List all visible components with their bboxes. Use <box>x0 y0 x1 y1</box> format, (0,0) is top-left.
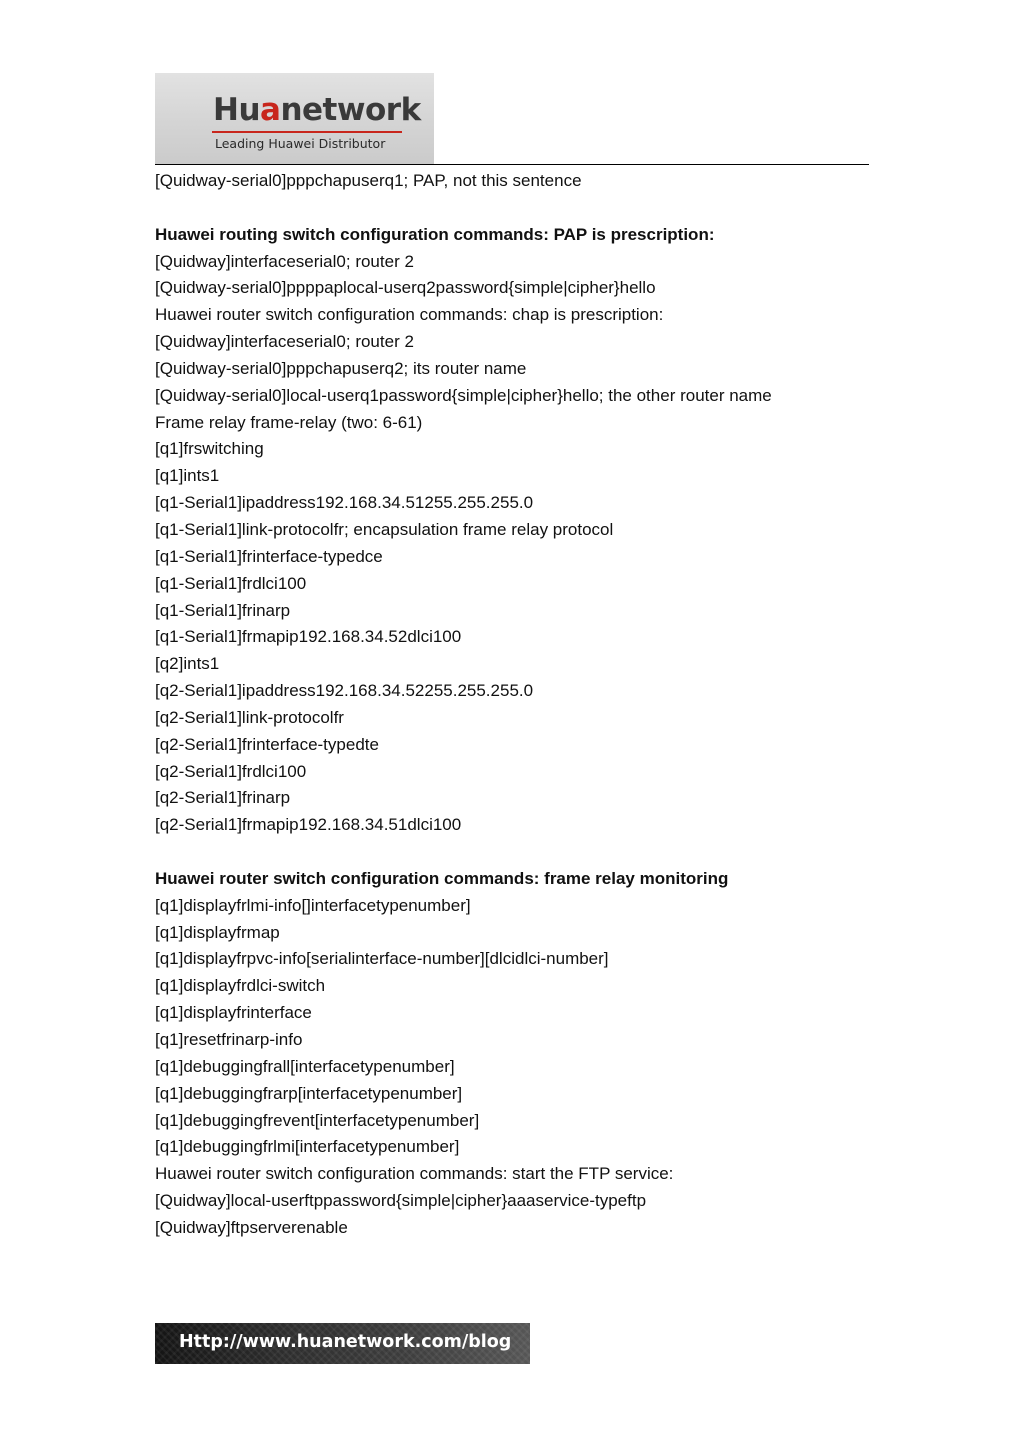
footer-url-banner[interactable] <box>155 1323 530 1364</box>
header-divider <box>155 164 869 165</box>
text-line: [q1]frswitching <box>155 439 264 459</box>
text-line: [q2]ints1 <box>155 654 220 674</box>
text-line: [q1]debuggingfrarp[interfacetypenumber] <box>155 1083 463 1103</box>
text-line: [q1-Serial1]frinarp <box>155 600 291 620</box>
text-line: [q2-Serial1]ipaddress192.168.34.52255.255.255.0 <box>155 681 534 701</box>
text-line: [q1-Serial1]frinterface-typedce <box>155 546 383 566</box>
text-line: [q1]debuggingfrevent[interfacetypenumber] <box>155 1110 480 1130</box>
text-line: [q1]displayfrdlci-switch <box>155 976 326 996</box>
text-line: [q1]debuggingfrlmi[interfacetypenumber] <box>155 1137 460 1157</box>
text-line: [q1]displayfrlmi-info[]interfacetypenumber] <box>155 895 471 915</box>
text-line: [Quidway]interfaceserial0; router 2 <box>155 251 414 271</box>
text-line: [q1]debuggingfrall[interfacetypenumber] <box>155 1056 455 1076</box>
text-line: [q1]displayfrinterface <box>155 1003 312 1023</box>
text-line: [q1-Serial1]ipaddress192.168.34.51255.255.255.0 <box>155 493 534 513</box>
text-line: [Quidway-serial0]local-userq1password{simple|cipher}hello; the other router name <box>155 385 772 405</box>
text-line: [Quidway]local-userftppassword{simple|cipher}aaaservice-typeftp <box>155 1191 647 1211</box>
text-line: [q2-Serial1]link-protocolfr <box>155 707 344 727</box>
company-logo <box>155 73 434 164</box>
text-line: [Quidway]interfaceserial0; router 2 <box>155 332 414 352</box>
section-heading-frame-relay-monitoring: Huawei router switch configuration commands: frame relay monitoring <box>155 868 729 888</box>
text-line: [q2-Serial1]frmapip192.168.34.51dlci100 <box>155 815 462 835</box>
text-line: [q1]resetfrinarp-info <box>155 1030 303 1049</box>
text-line: [q2-Serial1]frinterface-typedte <box>155 734 379 754</box>
text-line: [q1-Serial1]frdlci100 <box>155 573 307 593</box>
logo-wordmark: Huanetwork <box>213 92 421 128</box>
text-line: [q2-Serial1]frinarp <box>155 788 291 808</box>
text-line: [q1]displayfrmap <box>155 922 280 942</box>
document-body <box>155 168 869 1242</box>
footer-url-link[interactable]: Http://www.huanetwork.com/blog <box>179 1332 512 1352</box>
text-line: [q2-Serial1]frdlci100 <box>155 761 307 781</box>
text-line: [q1-Serial1]link-protocolfr; encapsulation frame relay protocol <box>155 519 614 539</box>
text-line: Frame relay frame-relay (two: 6-61) <box>155 412 423 432</box>
text-line: Huawei router switch configuration commands: chap is prescription: <box>155 305 664 325</box>
logo-tagline: Leading Huawei Distributor <box>215 136 386 151</box>
text-line: [Quidway-serial0]ppppaplocal-userq2password{simple|cipher}hello <box>155 278 656 298</box>
text-line: [Quidway-serial0]pppchapuserq1; PAP, not this sentence <box>155 171 582 190</box>
text-line: [Quidway]ftpserverenable <box>155 1217 348 1237</box>
text-line: Huawei router switch configuration commands: start the FTP service: <box>155 1164 674 1184</box>
logo-underline <box>212 131 402 133</box>
text-line: [q1-Serial1]frmapip192.168.34.52dlci100 <box>155 627 462 647</box>
text-line: [q1]ints1 <box>155 466 220 486</box>
text-line: [Quidway-serial0]pppchapuserq2; its router name <box>155 358 527 378</box>
text-line: [q1]displayfrpvc-info[serialinterface-number][dlcidlci-number] <box>155 949 609 969</box>
section-heading-pap: Huawei routing switch configuration commands: PAP is prescription: <box>155 224 715 244</box>
